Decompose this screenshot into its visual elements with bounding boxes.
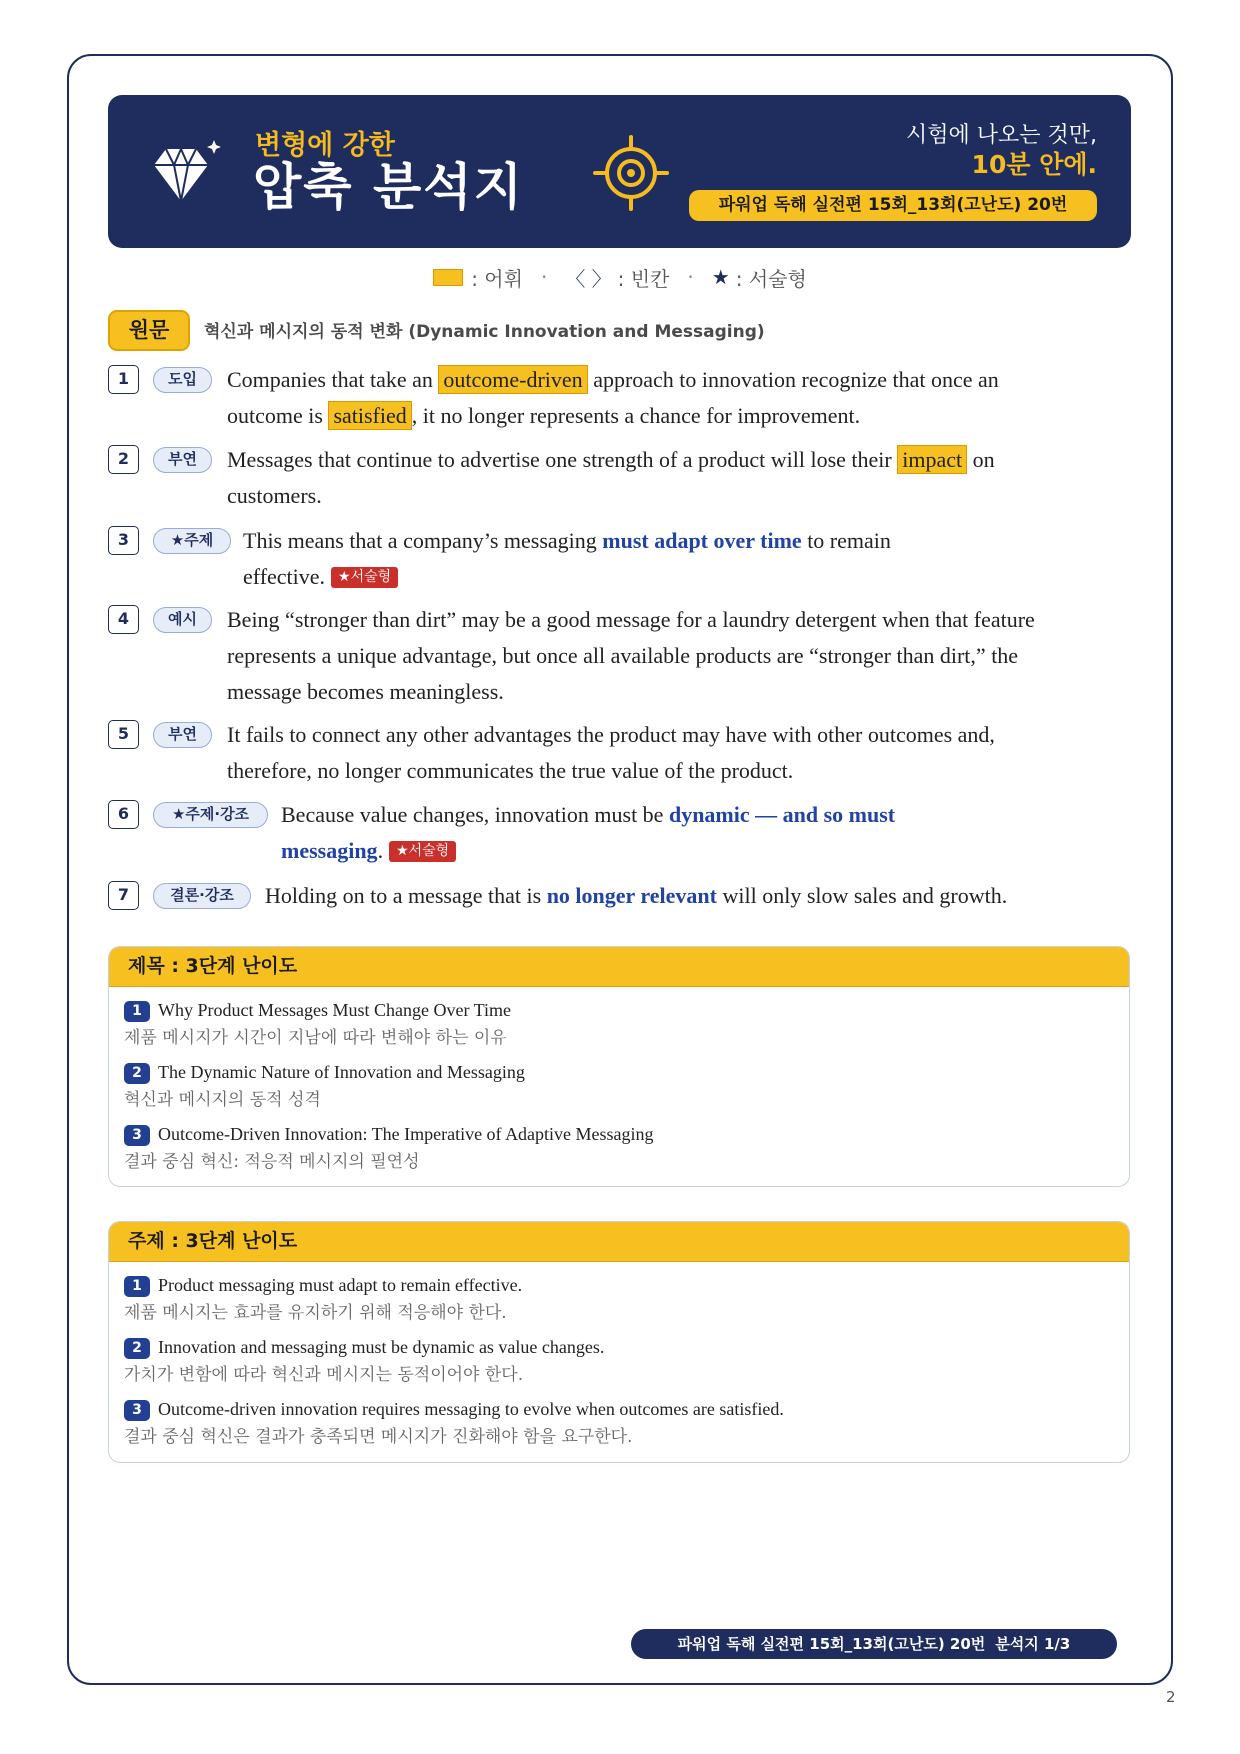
sentence-tag: 도입 [153, 367, 212, 393]
sentence-line [227, 717, 995, 753]
text-segment: . [377, 838, 384, 863]
sentence-line [281, 797, 895, 833]
list-item [124, 1120, 1129, 1176]
page-title: 압축 분석지 [253, 158, 524, 216]
sentence-text [227, 362, 999, 434]
sentence-text [243, 523, 891, 595]
footer-source: 파워업 독해 실전편 15회_13회(고난도) 20번 [677, 1635, 986, 1653]
page-number: 2 [1166, 1688, 1176, 1706]
sentence-number: 1 [108, 365, 139, 394]
title-list [109, 987, 1129, 1176]
text-segment: It fails to connect any other advantages the product may have with other outcomes and, [227, 722, 995, 747]
legend-vocab-label: : 어휘 [471, 266, 523, 291]
sentence-number: 7 [108, 881, 139, 910]
sentence-1 [108, 362, 1118, 428]
text-segment: Being “stronger than dirt” may be a good message for a laundry detergent when that feature [227, 607, 1035, 632]
item-number-badge: 1 [124, 1001, 150, 1022]
sentence-line [227, 753, 995, 789]
text-segment: customers. [227, 483, 322, 508]
text-segment: Companies that take an [227, 367, 439, 392]
sentence-line [281, 833, 895, 869]
item-english [124, 1271, 1129, 1299]
sentence-tag: ★주제 [153, 528, 231, 554]
sentence-line [243, 523, 891, 559]
legend-essay-label: : 서술형 [735, 266, 807, 291]
sentence-line [227, 638, 1035, 674]
blank-bracket-icon: 〈 〉 [565, 266, 612, 291]
sentence-text [227, 717, 995, 789]
key-phrase: messaging [281, 838, 378, 863]
text-segment: therefore, no longer communicates the true value of the product. [227, 758, 794, 783]
text-segment: effective. [243, 564, 326, 589]
item-korean: 가치가 변함에 따라 혁신과 메시지는 동적이어야 한다. [124, 1365, 524, 1385]
legend-separator: · [540, 265, 548, 289]
key-phrase: dynamic — and so must [668, 802, 896, 827]
star-icon: ★ [711, 265, 730, 289]
text-segment: , it no longer represents a chance for improvement. [411, 403, 861, 428]
sentence-tag: 부연 [153, 722, 212, 748]
sentence-line [227, 398, 999, 434]
sentence-text [265, 878, 1007, 914]
list-item [124, 1058, 1129, 1114]
item-korean: 제품 메시지는 효과를 유지하기 위해 적응해야 한다. [124, 1303, 507, 1323]
text-segment: to remain [801, 528, 891, 553]
sentence-text [227, 442, 995, 514]
topic-list [109, 1262, 1129, 1451]
item-english-text: Outcome-driven innovation requires messaging to evolve when outcomes are satisfied. [158, 1399, 784, 1419]
text-segment: outcome is [227, 403, 329, 428]
sentence-number: 3 [108, 526, 139, 555]
essay-badge: ★서술형 [389, 841, 456, 862]
header-tagline-emphasis: 10분 안에. [971, 150, 1097, 179]
sentence-tag: 부연 [153, 447, 212, 473]
text-segment: Messages that continue to advertise one strength of a product will lose their [227, 447, 898, 472]
sentence-7 [108, 878, 1118, 914]
header-banner [108, 95, 1131, 248]
item-english [124, 1120, 1129, 1148]
item-english [124, 1058, 1129, 1086]
sentence-number: 2 [108, 445, 139, 474]
item-number-badge: 2 [124, 1338, 150, 1359]
sentence-tag: 결론·강조 [153, 883, 251, 909]
vocab-swatch [433, 269, 463, 286]
sentence-6 [108, 797, 1118, 863]
key-phrase: no longer relevant [546, 883, 717, 908]
header-tagline: 시험에 나오는 것만, [906, 123, 1097, 148]
sentence-text [227, 602, 1035, 710]
item-english-text: Product messaging must adapt to remain effective. [158, 1275, 523, 1295]
list-item [124, 1271, 1129, 1327]
sentence-4 [108, 602, 1118, 704]
footer-sheet-number: 분석지 1/3 [995, 1635, 1071, 1653]
sentence-line [227, 442, 995, 478]
sentence-line [227, 674, 1035, 710]
vocab-highlight: satisfied [328, 401, 411, 430]
list-item [124, 1395, 1129, 1451]
sentence-2 [108, 442, 1118, 508]
item-korean: 혁신과 메시지의 동적 성격 [124, 1090, 321, 1110]
sentence-3 [108, 523, 1118, 589]
source-badge: 파워업 독해 실전편 15회_13회(고난도) 20번 [689, 190, 1097, 221]
sentence-tag: 예시 [153, 607, 212, 633]
topic-box [108, 1221, 1130, 1463]
text-segment: on [967, 447, 995, 472]
sentence-line [243, 559, 891, 595]
sentence-line [227, 602, 1035, 638]
target-icon [591, 133, 671, 213]
passage-title: 혁신과 메시지의 동적 변화 (Dynamic Innovation and Messaging) [204, 322, 765, 342]
sentence-line [265, 878, 1007, 914]
item-korean: 제품 메시지가 시간이 지남에 따라 변해야 하는 이유 [124, 1028, 507, 1048]
title-box-header: 제목 : 3단계 난이도 [109, 947, 1129, 987]
vocab-highlight: outcome-driven [438, 365, 587, 394]
text-segment: Holding on to a message that is [265, 883, 547, 908]
title-box [108, 946, 1130, 1187]
item-korean: 결과 중심 혁신은 결과가 충족되면 메시지가 진화해야 함을 요구한다. [124, 1427, 633, 1447]
original-badge: 원문 [108, 310, 190, 351]
footer-badge [631, 1629, 1117, 1659]
item-english-text: Outcome-Driven Innovation: The Imperative of Adaptive Messaging [158, 1124, 654, 1144]
item-korean: 결과 중심 혁신: 적응적 메시지의 필연성 [124, 1152, 420, 1172]
list-item [124, 996, 1129, 1052]
item-number-badge: 2 [124, 1063, 150, 1084]
sentence-line [227, 362, 999, 398]
item-number-badge: 3 [124, 1125, 150, 1146]
item-english-text: Innovation and messaging must be dynamic as value changes. [158, 1337, 605, 1357]
sentence-tag: ★주제·강조 [153, 802, 268, 828]
item-english [124, 1333, 1129, 1361]
diamond-icon [152, 139, 222, 205]
item-english-text: The Dynamic Nature of Innovation and Messaging [158, 1062, 525, 1082]
sentence-number: 5 [108, 720, 139, 749]
item-english-text: Why Product Messages Must Change Over Time [158, 1000, 511, 1020]
topic-box-header: 주제 : 3단계 난이도 [109, 1222, 1129, 1262]
item-english [124, 996, 1129, 1024]
vocab-highlight: impact [897, 445, 967, 474]
text-segment: message becomes meaningless. [227, 679, 504, 704]
text-segment: approach to innovation recognize that once an [587, 367, 999, 392]
item-number-badge: 1 [124, 1276, 150, 1297]
text-segment: represents a unique advantage, but once all available products are “stronger than dirt,” the [227, 643, 1019, 668]
sentence-5 [108, 717, 1118, 783]
key-phrase: must adapt over time [602, 528, 802, 553]
legend-separator: · [687, 265, 694, 289]
header-kicker: 변형에 강한 [255, 130, 395, 161]
text-segment: will only slow sales and growth. [716, 883, 1008, 908]
list-item [124, 1333, 1129, 1389]
text-segment: This means that a company’s messaging [243, 528, 603, 553]
sentence-text [281, 797, 895, 869]
sentence-number: 6 [108, 800, 139, 829]
item-number-badge: 3 [124, 1400, 150, 1421]
legend [0, 262, 1240, 292]
item-english [124, 1395, 1129, 1423]
sentence-number: 4 [108, 605, 139, 634]
sentence-line [227, 478, 995, 514]
text-segment: Because value changes, innovation must be [281, 802, 669, 827]
essay-badge: ★서술형 [331, 567, 398, 588]
legend-blank-label: : 빈칸 [617, 266, 670, 291]
